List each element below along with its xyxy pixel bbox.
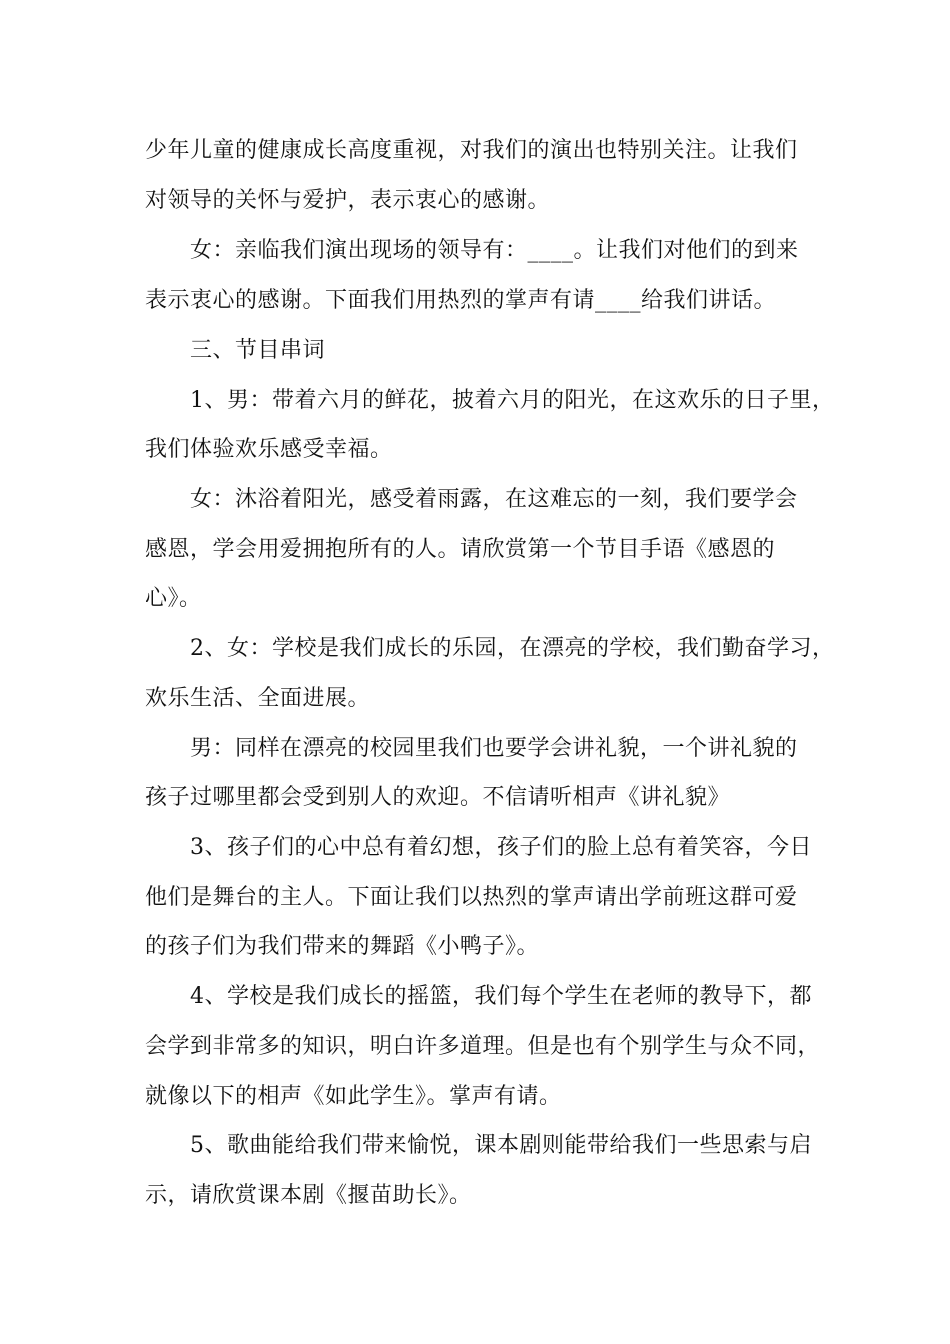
text-line: 就像以下的相声《如此学生》。掌声有请。 [145, 1084, 562, 1109]
text-line: 示，请欣赏课本剧《揠苗助长》。 [145, 1183, 472, 1208]
text-line: 男：同样在漂亮的校园里我们也要学会讲礼貌，一个讲礼貌的 [190, 736, 798, 761]
section-heading: 三、节目串词 [190, 338, 326, 363]
text-line: 女：亲临我们演出现场的领导有：____。让我们对他们的到来 [190, 238, 799, 263]
text-line: 孩子过哪里都会受到别人的欢迎。不信请听相声《讲礼貌》 [145, 785, 731, 810]
text-line: 4、学校是我们成长的摇篮，我们每个学生在老师的教导下，都 [190, 984, 812, 1009]
text-line: 心》。 [145, 586, 202, 611]
text-line: 对领导的关怀与爱护，表示衷心的感谢。 [145, 188, 551, 213]
text-line: 2、女：学校是我们成长的乐园，在漂亮的学校，我们勤奋学习， [190, 636, 835, 661]
text-line: 感恩，学会用爱拥抱所有的人。请欣赏第一个节目手语《感恩的 [145, 537, 776, 562]
text-line: 女：沐浴着阳光，感受着雨露，在这难忘的一刻，我们要学会 [190, 487, 798, 512]
text-line: 欢乐生活、全面进展。 [145, 686, 371, 711]
text-line: 少年儿童的健康成长高度重视，对我们的演出也特别关注。让我们 [145, 138, 798, 163]
text-line: 他们是舞台的主人。下面让我们以热烈的掌声请出学前班这群可爱 [145, 885, 798, 910]
text-line: 我们体验欢乐感受幸福。 [145, 437, 393, 462]
text-line: 的孩子们为我们带来的舞蹈《小鸭子》。 [145, 934, 540, 959]
text-line: 3、孩子们的心中总有着幻想，孩子们的脸上总有着笑容，今日 [190, 835, 812, 860]
text-line: 表示衷心的感谢。下面我们用热烈的掌声有请____给我们讲话。 [145, 288, 777, 313]
text-line: 5、歌曲能给我们带来愉悦，课本剧则能带给我们一些思索与启 [190, 1133, 812, 1158]
text-line: 1、男：带着六月的鲜花，披着六月的阳光，在这欢乐的日子里， [190, 388, 835, 413]
text-line: 会学到非常多的知识，明白许多道理。但是也有个别学生与众不同， [145, 1034, 821, 1059]
